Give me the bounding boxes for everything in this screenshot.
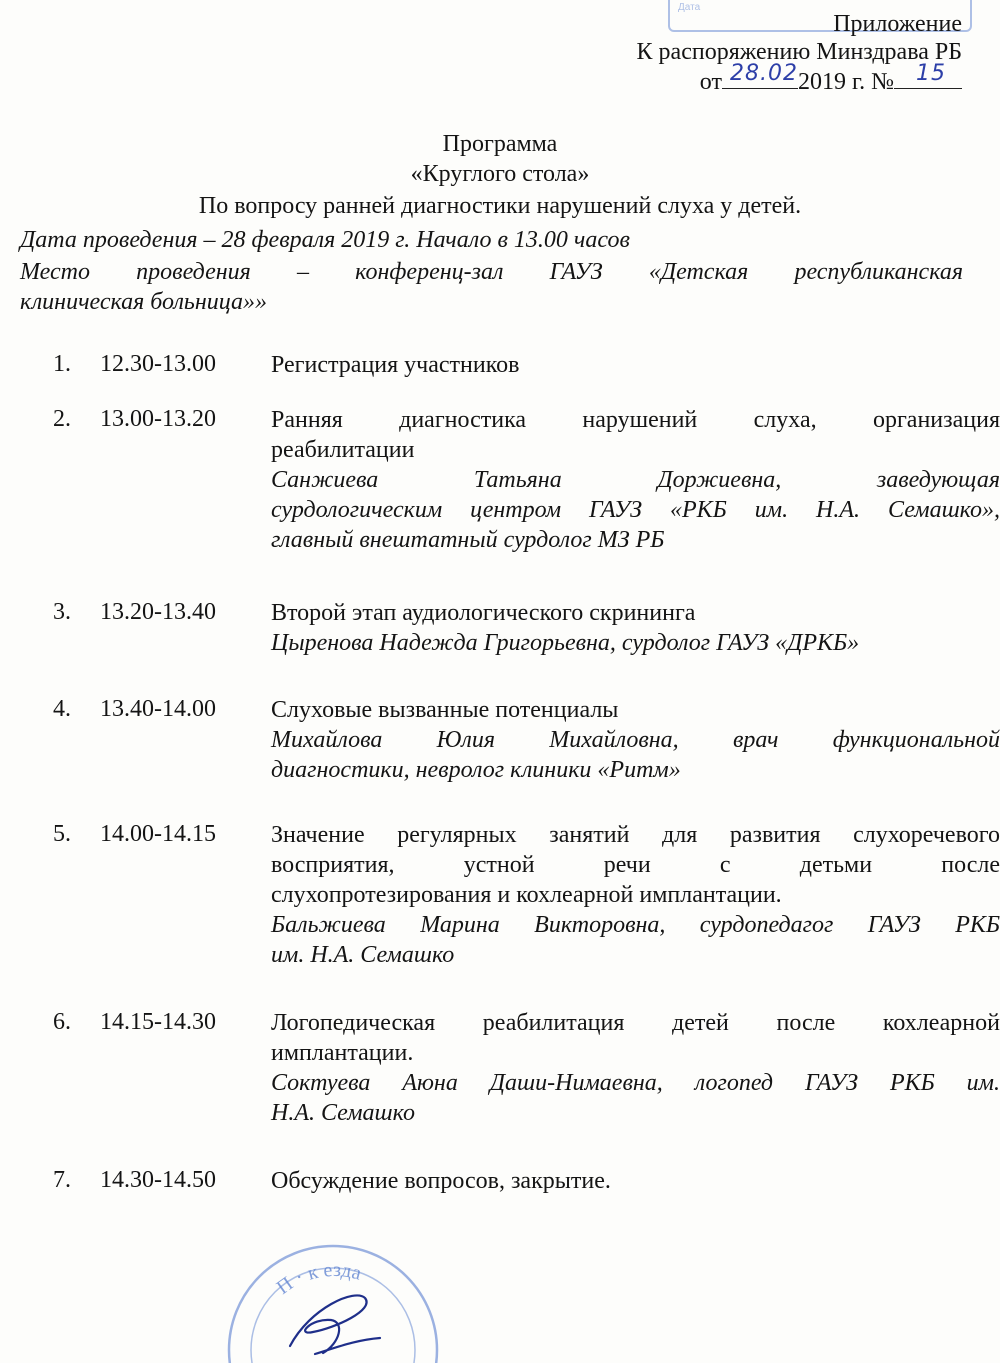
order-date-line bbox=[699, 61, 962, 96]
item-line: восприятия, устной речи с детьми после bbox=[271, 852, 1000, 878]
event-place-line1: Место проведения – конференц-зал ГАУЗ «Детская республиканская bbox=[20, 259, 963, 285]
item-speaker: Соктуева Аюна Даши-Нимаевна, логопед ГАУЗ РКБ им. bbox=[271, 1070, 1000, 1096]
item-time: 14.15-14.30 bbox=[100, 1009, 216, 1035]
date-blank bbox=[722, 61, 798, 89]
item-number: 1. bbox=[53, 351, 71, 377]
round-table-title: «Круглого стола» bbox=[410, 161, 590, 187]
date-prefix: от bbox=[699, 69, 722, 95]
item-line: Значение регулярных занятий для развития слухоречевого bbox=[271, 822, 1000, 848]
item-body bbox=[271, 695, 1000, 785]
item-line: Логопедическая реабилитация детей после кохлеарной bbox=[271, 1010, 1000, 1036]
item-time: 13.40-14.00 bbox=[100, 696, 216, 722]
item-line: имплантации. bbox=[271, 1040, 414, 1066]
item-speaker: Санжиева Татьяна Доржиевна, заведующая bbox=[271, 467, 1000, 493]
item-time: 12.30-13.00 bbox=[100, 351, 216, 377]
item-body bbox=[271, 350, 1000, 380]
event-date: Дата проведения – 28 февраля 2019 г. Начало в 13.00 часов bbox=[20, 227, 630, 253]
item-time: 13.20-13.40 bbox=[100, 599, 216, 625]
item-line: Обсуждение вопросов, закрытие. bbox=[271, 1168, 611, 1194]
registration-stamp-text bbox=[704, 0, 904, 2]
item-line: Ранняя диагностика нарушений слуха, организация bbox=[271, 407, 1000, 433]
registration-stamp-label: Дата bbox=[678, 2, 701, 13]
item-body bbox=[271, 598, 1000, 658]
event-place-line2: клиническая больница»» bbox=[20, 289, 268, 315]
topic-subtitle: По вопросу ранней диагностики нарушений слуха у детей. bbox=[198, 193, 802, 219]
annex-label: Приложение bbox=[833, 11, 962, 37]
stamp-ring-text: П · к езда bbox=[272, 1258, 364, 1299]
item-speaker: Н.А. Семашко bbox=[271, 1100, 415, 1126]
item-speaker: им. Н.А. Семашко bbox=[271, 942, 455, 968]
date-suffix: 2019 г. № bbox=[797, 69, 894, 95]
item-speaker: Бальжиева Марина Викторовна, сурдопедагог ГАУЗ РКБ bbox=[271, 912, 1000, 938]
item-time: 13.00-13.20 bbox=[100, 406, 216, 432]
item-number: 3. bbox=[53, 599, 71, 625]
item-line: Второй этап аудиологического скрининга bbox=[271, 600, 696, 626]
item-number: 2. bbox=[53, 406, 71, 432]
item-time: 14.00-14.15 bbox=[100, 821, 216, 847]
item-number: 7. bbox=[53, 1167, 71, 1193]
item-time: 14.30-14.50 bbox=[100, 1167, 216, 1193]
item-line: слухопротезирования и кохлеарной имплантации. bbox=[271, 882, 782, 908]
item-speaker: диагностики, невролог клиники «Ритм» bbox=[271, 757, 681, 783]
item-body bbox=[271, 1008, 1000, 1128]
item-number: 5. bbox=[53, 821, 71, 847]
item-speaker: Михайлова Юлия Михайловна, врач функциональной bbox=[271, 727, 1000, 753]
number-blank bbox=[894, 61, 962, 89]
item-speaker: сурдологическим центром ГАУЗ «РКБ им. Н.А. Семашко», bbox=[271, 497, 1000, 523]
item-number: 4. bbox=[53, 696, 71, 722]
item-number: 6. bbox=[53, 1009, 71, 1035]
item-body bbox=[271, 405, 1000, 555]
official-stamp-seal bbox=[215, 1228, 445, 1363]
item-line: Регистрация участников bbox=[271, 352, 520, 378]
handwritten-number: 15 bbox=[916, 61, 946, 86]
item-speaker: главный внештатный сурдолог МЗ РБ bbox=[271, 527, 665, 553]
item-line: Слуховые вызванные потенциалы bbox=[271, 697, 619, 723]
program-title: Программа bbox=[442, 131, 558, 157]
item-line: реабилитации bbox=[271, 437, 415, 463]
item-body bbox=[271, 1166, 1000, 1196]
item-speaker: Цыренова Надежда Григорьевна, сурдолог ГАУЗ «ДРКБ» bbox=[271, 630, 860, 656]
order-reference: К распоряжению Минздрава РБ bbox=[636, 39, 962, 65]
handwritten-date: 28.02 bbox=[729, 61, 798, 86]
signature-icon bbox=[290, 1295, 380, 1354]
item-body bbox=[271, 820, 1000, 970]
